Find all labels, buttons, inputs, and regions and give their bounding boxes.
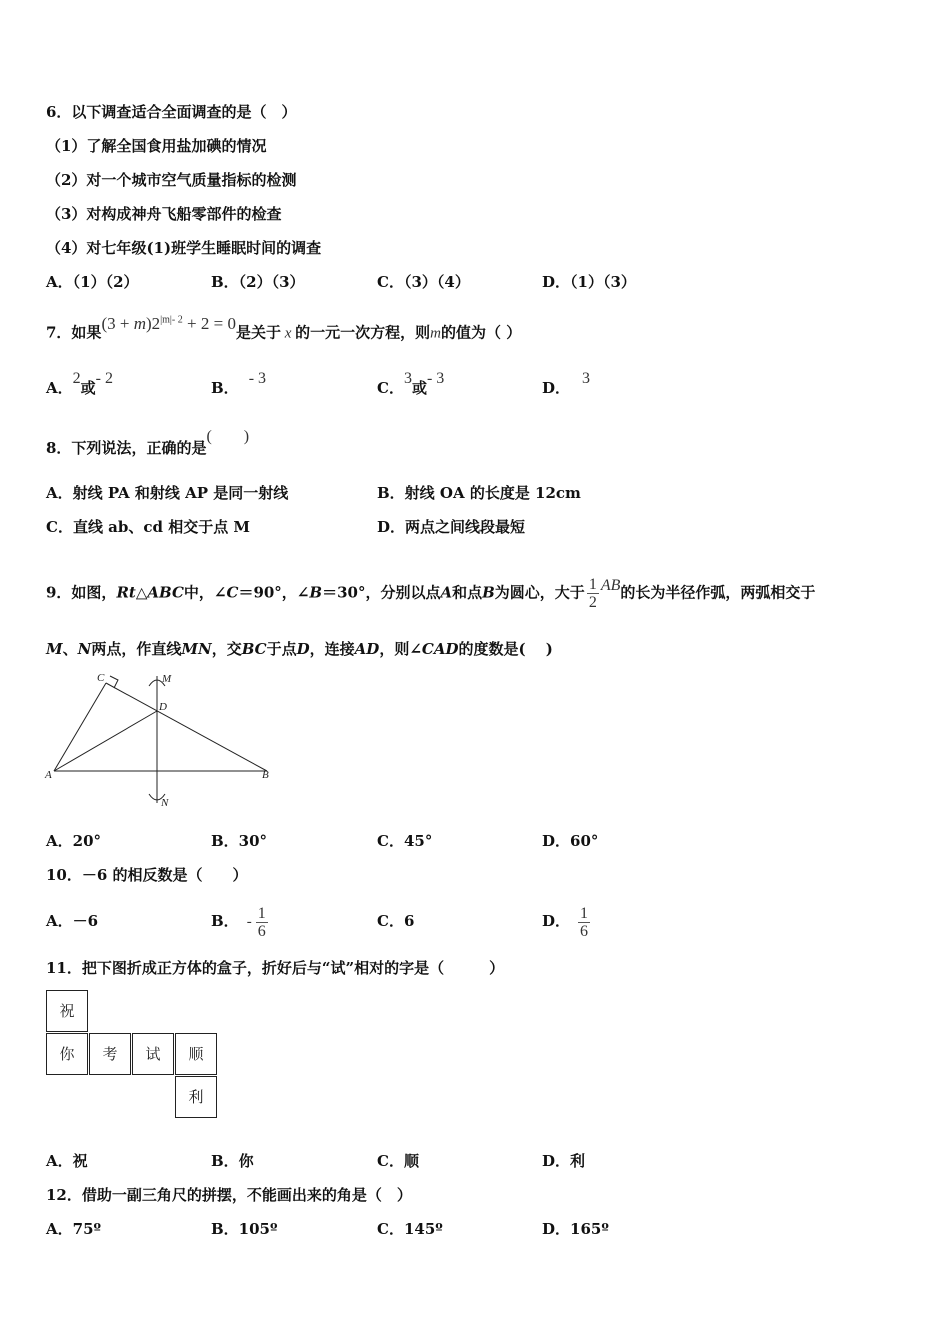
- q7-prefix: 7．如果: [46, 323, 102, 342]
- q7-eq-m: m: [133, 313, 146, 333]
- q11-stem: 11．把下图折成正方体的盒子，折好后与“试”相对的字是（ ）: [46, 959, 505, 977]
- q8-option-a: A．射线 PA 和射线 AP 是同一射线: [46, 484, 289, 502]
- label-n: N: [161, 797, 169, 809]
- q9-triangle-figure: [40, 668, 280, 813]
- q7-suffix: 的值为（ ）: [441, 323, 522, 342]
- q9-stem-line2: [46, 639, 553, 659]
- q7-option-a-v1: 2: [72, 370, 81, 387]
- q12-option-b: B．105º: [211, 1220, 278, 1238]
- q7-eq-exponent: |m|- 2: [160, 314, 183, 325]
- q6-option-a: A．（1）（2）: [46, 273, 139, 291]
- q6-item-3: （3）对构成神舟飞船零部件的检查: [46, 205, 282, 223]
- q9-c: C: [226, 583, 239, 602]
- q8-stem-text: 8．下列说法，正确的是: [46, 439, 207, 457]
- q9-p4: ＝30°，分别以点: [322, 583, 441, 602]
- q9-p5: 和点: [452, 583, 483, 602]
- q6-item-1: （1）了解全国食用盐加碘的情况: [46, 137, 267, 155]
- q7-option-b: [211, 370, 267, 399]
- q7-equation: [101, 314, 236, 333]
- q7-option-c-v2: - 3: [426, 370, 445, 387]
- q7-option-c-or: 或: [411, 379, 427, 397]
- q9-l2-b: 两点，作直线: [91, 640, 182, 658]
- q6-option-b: B．（2）（3）: [211, 273, 305, 291]
- label-m: M: [162, 673, 172, 685]
- q8-option-d: D．两点之间线段最短: [377, 518, 526, 536]
- q11-option-a: A．祝: [46, 1152, 88, 1170]
- q9-ab: AB: [600, 576, 621, 594]
- q10-stem: 10．－6 的相反数是（ ）: [46, 866, 248, 884]
- q10-option-d: [542, 901, 590, 941]
- q7-option-c-v1: 3: [403, 370, 412, 387]
- q6-stem: 6．以下调查适合全面调查的是（ ）: [46, 103, 297, 121]
- q6-option-c: C．（3）（4）: [377, 273, 470, 291]
- q6-item-2: （2）对一个城市空气质量指标的检测: [46, 171, 297, 189]
- q9-l2-e: ，连接: [309, 640, 355, 658]
- q11-option-b: B．你: [211, 1152, 254, 1170]
- q7-var-m: m: [430, 325, 441, 342]
- q10-option-c: C．6: [377, 912, 415, 930]
- q9-a: A: [440, 583, 453, 602]
- net-cell-kao: 考: [89, 1033, 131, 1075]
- q7-option-a-label: A．: [46, 379, 73, 397]
- q7-option-d-label: D．: [542, 379, 571, 397]
- cube-net: [46, 990, 218, 1120]
- net-cell-shun: 顺: [175, 1033, 217, 1075]
- q6-item-4: （4）对七年级(1)班学生睡眠时间的调查: [46, 239, 322, 257]
- q9-rt: Rt△ABC: [116, 583, 184, 602]
- q10-option-d-fraction: [578, 905, 590, 940]
- q9-l2-f: ，则∠: [379, 640, 422, 658]
- q10-option-d-den: 6: [580, 922, 589, 940]
- q7-eq-a: (3 +: [101, 313, 134, 333]
- label-d: D: [159, 701, 167, 713]
- q7-mid: 是关于: [235, 323, 281, 342]
- segment-ad: [54, 711, 157, 771]
- label-c: C: [97, 672, 105, 684]
- net-cell-li: 利: [175, 1076, 217, 1118]
- q9-l2-d: 于点: [266, 640, 297, 658]
- q9-l2-cad: CAD: [421, 640, 459, 658]
- q7-option-b-label: B．: [211, 379, 239, 397]
- q7-mid2: 的一元一次方程，则: [295, 323, 431, 342]
- q7-option-b-v1: - 3: [248, 370, 267, 387]
- q10-option-d-num: 1: [580, 904, 589, 922]
- q9-l2-m: M: [46, 640, 63, 658]
- label-a: A: [45, 769, 52, 781]
- q10-option-b-sign: -: [246, 914, 252, 930]
- q7-eq-c: + 2 = 0: [182, 313, 236, 333]
- label-b: B: [262, 769, 269, 781]
- q7-option-a-or: 或: [80, 379, 96, 397]
- net-cell-ni: 你: [46, 1033, 88, 1075]
- q8-paren: ( ): [206, 428, 250, 445]
- q9-p3: ＝90°，∠: [238, 583, 310, 602]
- q9-l2-n: N: [77, 640, 92, 658]
- q10-option-d-label: D．: [542, 912, 571, 930]
- segment-ac: [54, 683, 106, 771]
- q12-option-a: A．75º: [46, 1220, 102, 1238]
- q9-frac-den: 2: [588, 594, 597, 611]
- q9-stem-line1: [46, 576, 815, 611]
- q9-p2: 中，∠: [183, 583, 227, 602]
- q7-option-c-label: C．: [377, 379, 404, 397]
- q10-option-b-den: 6: [257, 922, 266, 940]
- q10-option-b-num: 1: [257, 904, 266, 922]
- q9-l2-dd: D: [296, 640, 310, 658]
- q12-stem: 12．借助一副三角尺的拼摆，不能画出来的角是（ ）: [46, 1186, 412, 1204]
- q7-option-d: [542, 370, 591, 399]
- q9-option-b: B．30°: [211, 832, 268, 850]
- q10-option-b-label: B．: [211, 912, 239, 930]
- q9-b2: B: [482, 583, 495, 602]
- q10-option-b: [211, 901, 268, 942]
- q9-l2-a: 、: [62, 640, 78, 658]
- q12-option-d: D．165º: [542, 1220, 609, 1238]
- q9-option-a: A．20°: [46, 832, 102, 850]
- q9-fraction: [587, 576, 599, 611]
- q7-option-d-v1: 3: [582, 370, 591, 387]
- q9-l2-bc: BC: [241, 640, 267, 658]
- q9-l2-ad: AD: [354, 640, 380, 658]
- q9-option-c: C．45°: [377, 832, 433, 850]
- q9-l2-c: ，交: [211, 640, 242, 658]
- q7-option-c: [377, 370, 445, 399]
- q6-option-d: D．（1）（3）: [542, 273, 636, 291]
- q7-eq-b: )2: [145, 313, 161, 333]
- q7-stem: [46, 313, 522, 344]
- q9-l2-mn: MN: [181, 640, 212, 658]
- q10-option-a: A．－6: [46, 912, 99, 930]
- q9-b: B: [309, 583, 323, 602]
- q11-option-c: C．顺: [377, 1152, 419, 1170]
- q8-option-c: C．直线 ab、cd 相交于点 M: [46, 518, 251, 536]
- q9-frac-num: 1: [588, 576, 597, 593]
- q8-stem: [46, 428, 250, 459]
- q10-option-b-fraction: [256, 905, 268, 940]
- q8-option-b: B．射线 OA 的长度是 12cm: [377, 484, 581, 502]
- q7-var-x: x: [284, 325, 292, 342]
- net-cell-shi: 试: [132, 1033, 174, 1075]
- q7-option-a-v2: - 2: [95, 370, 113, 387]
- q11-option-d: D．利: [542, 1152, 586, 1170]
- q9-p1: 9．如图，: [46, 583, 117, 602]
- net-cell-zhu: 祝: [46, 990, 88, 1032]
- q9-option-d: D．60°: [542, 832, 599, 850]
- q9-p6: 为圆心，大于: [494, 583, 585, 602]
- q9-l2-g: 的度数是( ): [458, 640, 553, 658]
- q7-option-a: [46, 370, 113, 399]
- q9-p7: 的长为半径作弧，两弧相交于: [620, 583, 816, 602]
- q12-option-c: C．145º: [377, 1220, 443, 1238]
